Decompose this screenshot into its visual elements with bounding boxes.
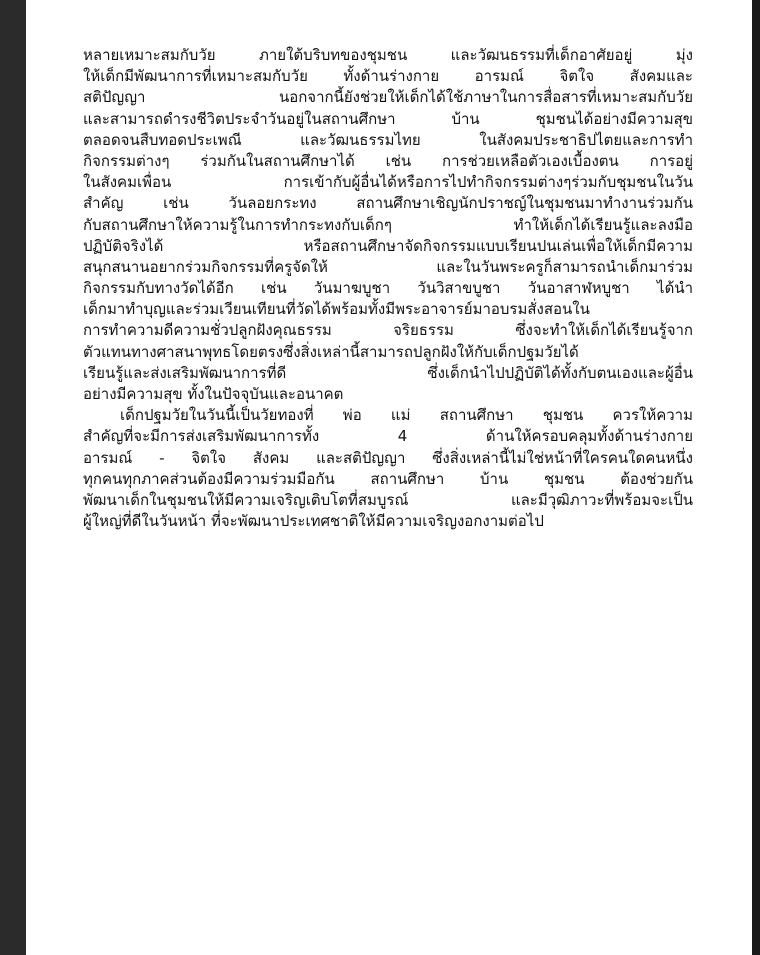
text-line: ปฏิบัติจริงได้ หรือสถานศึกษาจัดกิจกรรมแบบเรียนปนเล่นเพื่อให้เด็กมีความ (83, 236, 693, 255)
text-line: กับสถานศึกษาให้ความรู้ในการทำกระทงกับเด็กๆ ทำให้เด็กได้เรียนรู้และลงมือ (83, 215, 693, 234)
text-line: สนุกสนานอยากร่วมกิจกรรมที่ครูจัดให้ และในวันพระครูก็สามารถนำเด็กมาร่วม (83, 257, 693, 276)
text-line: ทุกคนทุกภาคส่วนต้องมีความร่วมมือกัน สถานศึกษา บ้าน ชุมชน ต้องช่วยกัน (83, 469, 693, 488)
text-line: หลายเหมาะสมกับวัย ภายใต้บริบทของชุมชน และวัฒนธรรมที่เด็กอาศัยอยู่ มุ่ง (83, 46, 693, 64)
text-line: เด็กมาทำบุญและร่วมเวียนเทียนที่วัดได้พร้อมทั้งมีพระอาจารย์มาอบรมสั่งสอนใน (83, 300, 590, 319)
document-page (26, 0, 752, 955)
page-body (83, 45, 693, 532)
paragraph-2 (83, 405, 693, 532)
scrollbar[interactable] (752, 0, 760, 955)
paragraph-1 (83, 45, 693, 405)
text-line: กิจกรรมกับทางวัดได้อีก เช่น วันมาฆบูชา วันวิสาขบูชา วันอาสาฬหบูชา ได้นำ (83, 279, 693, 298)
text-line: ตัวแทนทางศาสนาพุทธโดยตรงซึ่งสิ่งเหล่านี้สามารถปลูกฝังให้กับเด็กปฐมวัยได้ (83, 342, 579, 361)
text-line: อารมณ์ - จิตใจ สังคม และสติปัญญา ซึ่งสิ่งเหล่านี้ไม่ใช่หน้าที่ใครคนใดคนหนึ่ง (83, 448, 693, 467)
text-line: ในสังคมเพื่อน การเข้ากับผู้อื่นได้หรือการไปทำกิจกรรมต่างๆร่วมกับชุมชนในวัน (83, 173, 693, 192)
text-line: สำคัญ เช่น วันลอยกระทง สถานศึกษาเชิญนักปราชญ์ในชุมชนมาทำงานร่วมกัน (83, 194, 693, 213)
text-line: เด็กปฐมวัยในวันนี้เป็นวัยทองที่ พ่อ แม่ สถานศึกษา ชุมชน ควรให้ความ (120, 406, 693, 425)
text-line: เรียนรู้และส่งเสริมพัฒนาการที่ดี ซึ่งเด็กนำไปปฏิบัติได้ทั้งกับตนเองและผู้อื่น (83, 363, 693, 382)
text-line: สติปัญญา นอกจากนี้ยังช่วยให้เด็กได้ใช้ภาษาในการสื่อสารที่เหมาะสมกับวัย (83, 88, 693, 107)
text-line: การทำความดีความชั่วปลูกฝังคุณธรรม จริยธรรม ซึ่งจะทำให้เด็กได้เรียนรู้จาก (83, 321, 693, 340)
text-line: และสามารถดำรงชีวิตประจำวันอยู่ในสถานศึกษา บ้าน ชุมชนได้อย่างมีความสุข (83, 109, 693, 128)
text-line: อย่างมีความสุข ทั้งในปัจจุบันและอนาคต (83, 385, 344, 403)
text-line: สำคัญที่จะมีการส่งเสริมพัฒนาการทั้ง 4 ด้านให้ครอบคลุมทั้งด้านร่างกาย (83, 427, 693, 446)
text-line: พัฒนาเด็กในชุมชนให้มีความเจริญเติบโตที่สมบูรณ์ และมีวุฒิภาวะที่พร้อมจะเป็น (83, 490, 693, 509)
text-line: ให้เด็กมีพัฒนาการที่เหมาะสมกับวัย ทั้งด้านร่างกาย อารมณ์ จิตใจ สังคมและ (83, 67, 693, 86)
text-line: กิจกรรมต่างๆ ร่วมกันในสถานศึกษาได้ เช่น การช่วยเหลือตัวเองเบื้องตน การอยู่ (83, 151, 693, 170)
text-line: ผู้ใหญ่ที่ดีในวันหน้า ที่จะพัฒนาประเทศชาติให้มีความเจริญงอกงามต่อไป (83, 512, 544, 531)
text-line: ตลอดจนสืบทอดประเพณี และวัฒนธรรมไทย ในสังคมประชาธิปไตยและการทำ (83, 130, 693, 149)
